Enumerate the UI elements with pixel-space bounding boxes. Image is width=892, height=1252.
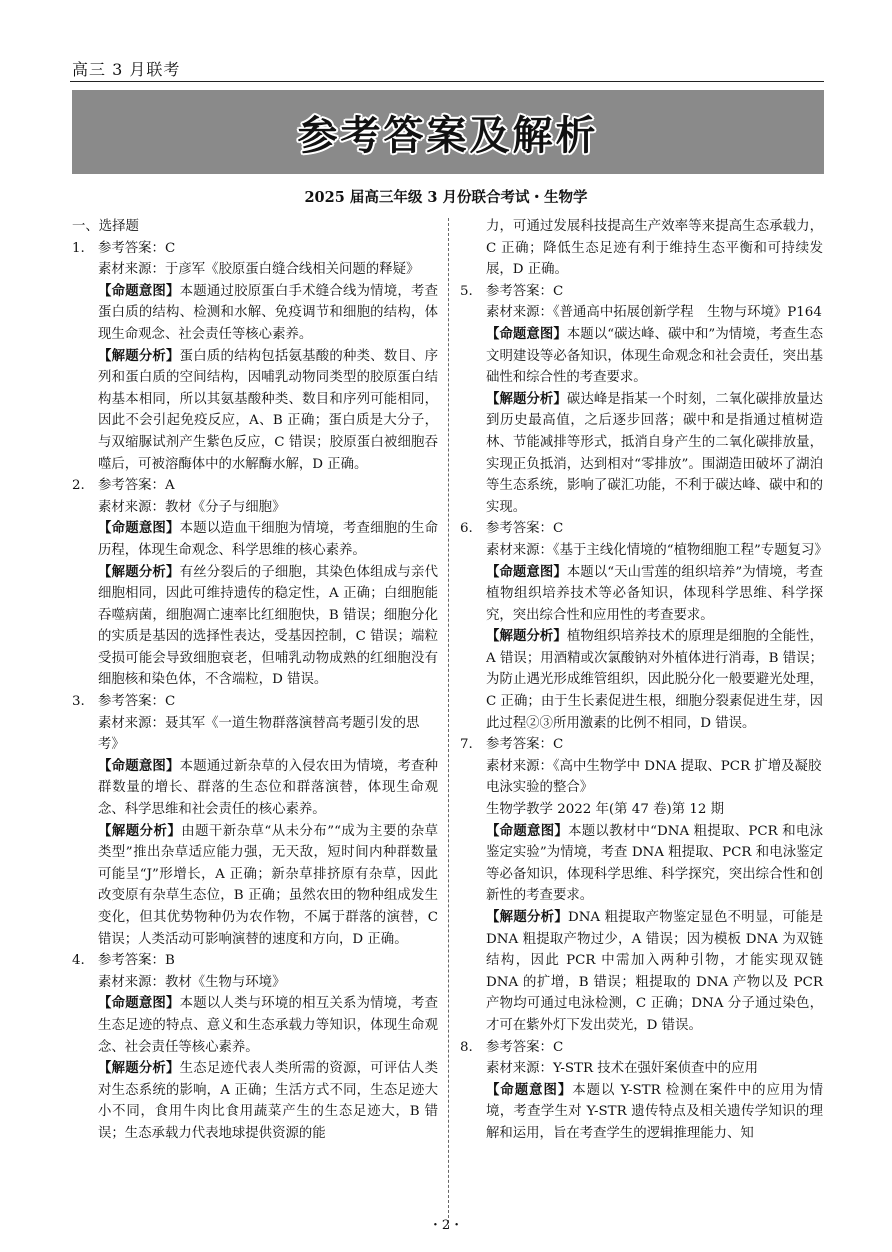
question-1-answer (72, 238, 438, 260)
question-1-analysis (72, 346, 438, 476)
analysis-text: 植物组织培养技术的原理是细胞的全能性，A 错误；用酒精或次氯酸钠对外植体进行消毒，B 错误；为防止遇光形成维管组织，因此脱分化一般要避光处理，C 正确；由于生长素促进生根，细胞分裂素促进生芽，因此过程②③所用激素的比例不相同，D 错误。 (486, 629, 824, 731)
analysis-tag: 【解题分析】 (98, 1060, 180, 1077)
left-column (72, 216, 438, 1145)
title-banner (72, 90, 824, 174)
question-2-answer (72, 475, 438, 497)
intent-text: 本题以教材中“DNA 粗提取、PCR 和电泳鉴定实验”为情境，考查 DNA 粗提取、PCR 和电泳鉴定等必备知识，体现科学思维、科学探究，突出综合性和创新性的考查要求。 (486, 823, 823, 904)
question-number: 8. (460, 1039, 473, 1055)
answer-text: 参考答案：C (98, 694, 176, 710)
question-4-intent (72, 993, 438, 1058)
question-number: 1. (72, 240, 85, 256)
intent-text: 本题通过新杂草的入侵农田为情境，考查种群数量的增长、群落的生态位和群落演替，体现生命观念、科学思维和社会责任的核心素养。 (98, 758, 439, 818)
question-number: 3. (72, 694, 85, 710)
analysis-tag: 【解题分析】 (486, 909, 568, 925)
question-7-intent (460, 821, 823, 907)
question-7-answer (460, 734, 823, 756)
intent-text: 本题以 Y-STR 检测在案件中的应用为情境，考查学生对 Y-STR 遗传特点及相关遗传学知识的理解和运用，旨在考查学生的逻辑推理能力、知 (486, 1082, 824, 1141)
page-number: ・2・ (428, 1218, 464, 1233)
intent-text: 本题以“碳达峰、碳中和”为情境，考查生态文明建设等必备知识，体现生命观念和社会责任，突出基础性和综合性的考查要求。 (486, 326, 823, 386)
right-column (460, 216, 828, 1145)
question-7-source-journal: 生物学教学 2022 年(第 47 卷)第 12 期 (486, 802, 725, 818)
intent-text: 本题以造血干细胞为情境，考查细胞的生命历程，体现生命观念、科学思维的核心素养。 (98, 521, 439, 558)
question-5-intent (460, 324, 823, 389)
intent-tag: 【命题意图】 (486, 325, 567, 342)
answer-text: 参考答案：C (486, 1039, 564, 1055)
question-4-analysis-continued: 力，可通过发展科技提高生产效率等来提高生态承载力，C 正确；降低生态足迹有利于维持生态平衡和可持续发展，D 正确。 (486, 219, 823, 278)
analysis-text: 蛋白质的结构包括氨基酸的种类、数目、序列和蛋白质的空间结构，因哺乳动物同类型的胶原蛋白结构基本相同，所以其氨基酸种类、数目和序列可能相同，因此不会引起免疫反应，A、B 正确；蛋白质是大分子，与双缩脲试剂产生紫色反应，C 错误；胶原蛋白被细胞吞噬后，可被溶酶体中的水解酶水解，D 正确。 (98, 348, 439, 472)
question-5-answer (460, 281, 823, 303)
answer-text: 参考答案：C (486, 737, 564, 753)
intent-tag: 【命题意图】 (486, 822, 569, 839)
question-3-answer (72, 691, 438, 713)
question-1-intent (72, 281, 438, 346)
header-rule (70, 81, 824, 82)
analysis-tag: 【解题分析】 (486, 390, 567, 407)
analysis-tag: 【解题分析】 (98, 563, 180, 580)
intent-text: 本题通过胶原蛋白手术缝合线为情境，考查蛋白质的结构、检测和水解、免疫调节和细胞的结构，体现生命观念、社会责任等核心素养。 (98, 283, 439, 342)
question-8-source: 素材来源：Y-STR 技术在强奸案侦查中的应用 (486, 1061, 758, 1077)
answer-text: 参考答案：C (486, 521, 564, 537)
question-3-analysis (72, 821, 438, 951)
question-3-intent (72, 756, 438, 821)
column-divider (448, 218, 449, 1228)
intent-tag: 【命题意图】 (98, 520, 180, 537)
question-5-source: 素材来源：《普通高中拓展创新学程 生物与环境》P164 (486, 305, 822, 321)
intent-text: 本题以人类与环境的相互关系为情境，考查生态足迹的特点、意义和生态承载力等知识，体现生命观念、社会责任等核心素养。 (98, 996, 439, 1055)
question-7-analysis (460, 907, 823, 1037)
question-2-source: 素材来源：教材《分子与细胞》 (98, 499, 286, 515)
question-number: 6. (460, 521, 473, 537)
question-8-answer (460, 1037, 823, 1059)
answer-text: 参考答案：C (486, 283, 564, 299)
intent-tag: 【命题意图】 (98, 757, 180, 774)
question-6-source: 素材来源：《基于主线化情境的“植物细胞工程”专题复习》 (486, 542, 828, 558)
question-2-intent (72, 518, 438, 561)
question-3-source: 素材来源：聂其军《一道生物群落演替高考题引发的思考》 (98, 715, 420, 753)
question-7-source: 素材来源：《高中生物学中 DNA 提取、PCR 扩增及凝胶电泳实验的整合》 (486, 758, 822, 796)
question-6-answer (460, 518, 823, 540)
intent-tag: 【命题意图】 (98, 995, 180, 1012)
answer-text: 参考答案：C (98, 240, 176, 256)
question-number: 7. (460, 737, 473, 753)
question-4-answer (72, 950, 438, 972)
question-5-analysis (460, 389, 823, 519)
question-number: 4. (72, 953, 85, 969)
banner-title: 参考答案及解析 (297, 112, 599, 159)
analysis-text: 由题干新杂草“从未分布”“成为主要的杂草类型”推出杂草适应能力强，无天敌，短时间内种群数量可能呈“J”形增长，A 正确；新杂草排挤原有杂草，因此改变原有杂草生态位，B 正确；虽然农田的物种组成发生变化，但其优势物种仍为农作物，不属于群落的演替，C 错误；人类活动可影响演替的速度和方向，D 正确。 (98, 823, 438, 947)
intent-tag: 【命题意图】 (486, 563, 567, 580)
analysis-tag: 【解题分析】 (486, 628, 567, 645)
analysis-tag: 【解题分析】 (98, 347, 180, 364)
section-heading: 一、选择题 (72, 219, 139, 234)
question-6-intent (460, 562, 823, 627)
analysis-text: 碳达峰是指某一个时刻，二氧化碳排放量达到历史最高值，之后逐步回落；碳中和是指通过植树造林、节能减排等形式，抵消自身产生的二氧化碳排放量，实现正负抵消，达到相对“零排放”。围湖造田破坏了湖泊等生态系统，影响了碳汇功能，不利于碳达峰、碳中和的实现。 (486, 391, 824, 515)
question-2-analysis (72, 562, 438, 692)
answer-text: 参考答案：A (98, 478, 175, 494)
exam-title: 2025 届高三年级 3 月份联合考试・生物学 (304, 189, 588, 206)
question-4-analysis (72, 1058, 438, 1144)
analysis-tag: 【解题分析】 (98, 822, 182, 839)
question-8-intent (460, 1080, 823, 1145)
question-1-source: 素材来源：于彦军《胶原蛋白缝合线相关问题的释疑》 (98, 262, 420, 278)
question-number: 5. (460, 283, 473, 299)
question-4-source: 素材来源：教材《生物与环境》 (98, 974, 286, 990)
question-number: 2. (72, 478, 85, 494)
intent-tag: 【命题意图】 (98, 282, 180, 299)
intent-text: 本题以“天山雪莲的组织培养”为情境，考查植物组织培养技术等必备知识，体现科学思维、科学探究，突出综合性和应用性的考查要求。 (486, 564, 823, 623)
intent-tag: 【命题意图】 (486, 1081, 573, 1098)
analysis-text: DNA 粗提取产物鉴定显色不明显，可能是 DNA 粗提取产物过少，A 错误；因为模板 DNA 为双链结构，因此 PCR 中需加入两种引物，才能实现双链 DNA 的扩增，B 错误；粗提取的 DNA 产物以及 PCR 产物均可通过电泳检测，C 正确；DNA 分子通过染色，才可在紫外灯下发出荧光，D 错误。 (486, 910, 823, 1033)
question-6-analysis (460, 626, 823, 734)
analysis-text: 有丝分裂后的子细胞，其染色体组成与亲代细胞相同，因此可维持遗传的稳定性，A 正确；白细胞能吞噬病菌，细胞凋亡速率比红细胞快，B 错误；细胞分化的实质是基因的选择性表达，受基因控制，C 错误；端粒受损可能会导致细胞衰老，但哺乳动物成熟的红细胞没有细胞核和染色体，不含端粒，D 错误。 (98, 564, 439, 688)
analysis-text: 生态足迹代表人类所需的资源，可评估人类对生态系统的影响，A 正确；生活方式不同，生态足迹大小不同，食用牛肉比食用蔬菜产生的生态足迹大，B 错误；生态承载力代表地球提供资源的能 (98, 1061, 439, 1141)
answer-text: 参考答案：B (98, 953, 175, 969)
exam-series-label: 高三 3 月联考 (72, 60, 181, 79)
